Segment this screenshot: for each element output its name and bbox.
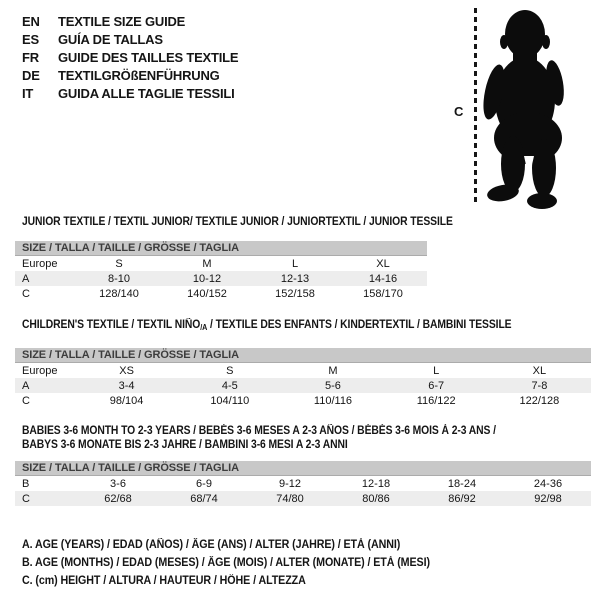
table-cell: 14-16 bbox=[368, 272, 398, 285]
size-header-bar: SIZE / TALLA / TAILLE / GRÖSSE / TAGLIA bbox=[15, 348, 591, 363]
language-code: FR bbox=[22, 49, 39, 65]
language-code: ES bbox=[22, 31, 39, 47]
language-row bbox=[22, 12, 238, 30]
row-label-cell: C bbox=[22, 287, 30, 300]
language-label: GUIDE DES TAILLES TEXTILE bbox=[58, 49, 239, 65]
table-cell: 18-24 bbox=[447, 477, 477, 490]
table-cell: 4-5 bbox=[221, 379, 238, 392]
table-row bbox=[15, 378, 591, 393]
table-row bbox=[15, 476, 591, 491]
table-cell: XL bbox=[532, 364, 547, 377]
table-row bbox=[15, 363, 591, 378]
table-row bbox=[15, 286, 427, 301]
babies-textile-section bbox=[15, 424, 591, 506]
table-cell: 6-7 bbox=[428, 379, 445, 392]
table-cell: 116/122 bbox=[416, 394, 456, 407]
table-cell: 92/98 bbox=[534, 492, 562, 505]
table-cell: 98/104 bbox=[109, 394, 144, 407]
table-cell: L bbox=[291, 257, 299, 270]
language-row bbox=[22, 66, 238, 84]
table-cell: 10-12 bbox=[192, 272, 222, 285]
language-code: EN bbox=[22, 13, 40, 29]
babies-table-title-line2: BABYS 3-6 MONATE BIS 2-3 JAHRE / BAMBINI 3-6 MESI A 2-3 ANNI bbox=[22, 439, 348, 451]
table-cell: 8-10 bbox=[107, 272, 131, 285]
size-header-bar: SIZE / TALLA / TAILLE / GRÖSSE / TAGLIA bbox=[15, 241, 427, 256]
table-cell: 3-4 bbox=[118, 379, 135, 392]
language-label: TEXTILGRÖßENFÜHRUNG bbox=[58, 67, 220, 83]
row-label-cell: A bbox=[22, 379, 30, 392]
note-age-years: A. AGE (YEARS) / EDAD (AÑOS) / ÂGE (ANS) / ALTER (JAHRE) / ETÀ (ANNI) bbox=[22, 539, 401, 551]
table-cell: 12-18 bbox=[361, 477, 391, 490]
language-label: GUIDA ALLE TAGLIE TESSILI bbox=[58, 85, 235, 101]
childrens-table-title bbox=[22, 318, 534, 335]
table-cell: S bbox=[115, 257, 123, 270]
babies-table-title-line1: BABIES 3-6 MONTH TO 2-3 YEARS / BEBÉS 3-6 MESES A 2-3 AÑOS / BÉBÉS 3-6 MOIS À 2-3 ANS / bbox=[22, 425, 496, 437]
table-row bbox=[15, 393, 591, 408]
title-text: / TEXTILE DES ENFANTS / KINDERTEXTIL / BAMBINI TESSILE bbox=[207, 319, 512, 331]
title-subscript: /A bbox=[200, 323, 208, 332]
row-label-cell: C bbox=[22, 394, 30, 407]
table-cell: 6-9 bbox=[196, 477, 212, 490]
table-cell: S bbox=[226, 364, 234, 377]
table-cell: XL bbox=[376, 257, 390, 270]
language-label: TEXTILE SIZE GUIDE bbox=[58, 13, 186, 29]
language-row bbox=[22, 48, 238, 66]
junior-textile-section bbox=[15, 215, 453, 301]
table-cell: 62/68 bbox=[104, 492, 132, 505]
note-height-cm: C. (cm) HEIGHT / ALTURA / HAUTEUR / HÖHE / ALTEZZA bbox=[22, 575, 306, 587]
title-text: CHILDREN'S TEXTILE / TEXTIL NIÑO bbox=[22, 319, 201, 331]
table-cell: 122/128 bbox=[519, 394, 560, 407]
table-cell: XS bbox=[119, 364, 134, 377]
legend-notes bbox=[22, 536, 461, 590]
table-cell: 5-6 bbox=[325, 379, 341, 392]
table-cell: 140/152 bbox=[187, 287, 227, 300]
table-cell: 152/158 bbox=[275, 287, 315, 300]
table-row bbox=[15, 256, 427, 271]
table-cell: 128/140 bbox=[99, 287, 139, 300]
row-label-cell: B bbox=[22, 477, 30, 490]
note-age-months: B. AGE (MONTHS) / EDAD (MESES) / ÂGE (MOIS) / ALTER (MONATE) / ETÀ (MESI) bbox=[22, 557, 430, 569]
junior-table-title: JUNIOR TEXTILE / TEXTIL JUNIOR/ TEXTILE JUNIOR / JUNIORTEXTIL / JUNIOR TESSILE bbox=[22, 216, 453, 228]
table-cell: 86/92 bbox=[448, 492, 476, 505]
height-c-label: C bbox=[454, 104, 464, 119]
table-cell: L bbox=[433, 364, 440, 377]
table-cell: 9-12 bbox=[278, 477, 302, 490]
language-row bbox=[22, 30, 238, 48]
language-code: IT bbox=[22, 85, 34, 101]
row-label-cell: Europe bbox=[22, 364, 58, 377]
table-cell: 80/86 bbox=[362, 492, 390, 505]
table-cell: 7-8 bbox=[531, 379, 548, 392]
language-code: DE bbox=[22, 67, 40, 83]
row-label-cell: A bbox=[22, 272, 30, 285]
table-cell: M bbox=[202, 257, 212, 270]
language-header bbox=[22, 12, 238, 102]
table-row bbox=[15, 271, 427, 286]
height-dashed-line bbox=[474, 8, 477, 206]
table-cell: 104/110 bbox=[210, 394, 250, 407]
table-cell: 158/170 bbox=[363, 287, 403, 300]
row-label-cell: C bbox=[22, 492, 30, 505]
table-cell: 3-6 bbox=[110, 477, 126, 490]
language-label: GUÍA DE TALLAS bbox=[58, 31, 163, 47]
table-row bbox=[15, 491, 591, 506]
row-label-cell: Europe bbox=[22, 257, 58, 270]
table-cell: 110/116 bbox=[313, 394, 353, 407]
table-cell: 12-13 bbox=[280, 272, 310, 285]
table-cell: M bbox=[328, 364, 338, 377]
childrens-textile-section bbox=[15, 318, 591, 408]
table-cell: 68/74 bbox=[190, 492, 218, 505]
language-row bbox=[22, 84, 238, 102]
baby-silhouette-icon bbox=[480, 4, 575, 212]
table-cell: 74/80 bbox=[276, 492, 304, 505]
size-header-bar: SIZE / TALLA / TAILLE / GRÖSSE / TAGLIA bbox=[15, 461, 591, 476]
table-cell: 24-36 bbox=[533, 477, 563, 490]
